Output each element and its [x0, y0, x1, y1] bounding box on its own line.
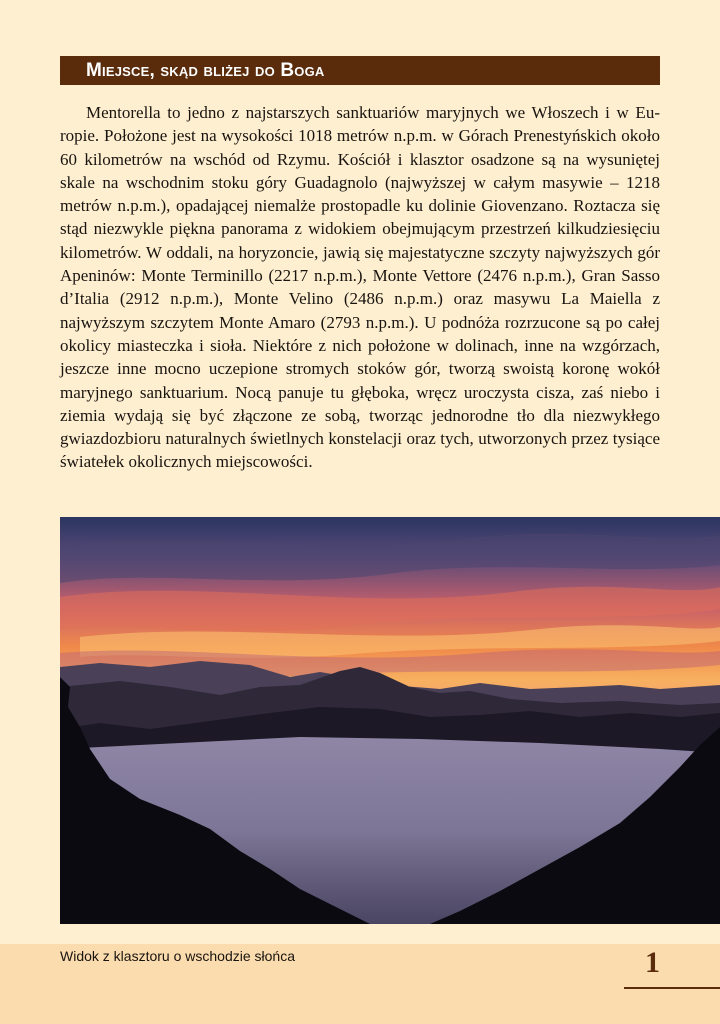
sunrise-photo — [60, 517, 720, 924]
page-number-rule — [624, 987, 720, 989]
photo-caption: Widok z klasztoru o wschodzie słońca — [60, 948, 295, 964]
section-heading-bar — [60, 56, 660, 85]
article-paragraph: Mentorella to jedno z najstarszych sanktuariów maryjnych we Włoszech i w Europie. Położone jest na wysokości 1018 metrów n.p.m. w Górach Prenestyńskich około 60 kilometrów na wschód od Rzymu. Kościół i klasztor osadzone są na wysuniętej skale na wschodnim stoku góry Guadagnolo (najwyższej w całym masywie – 1218 metrów n.p.m.), opadającej niemalże prostopadle ku dolinie Giovenzano. Roztacza się stąd niezwykle piękna panorama z widokiem obejmującym przestrzeń kilkudziesięciu kilometrów. W oddali, na horyzoncie, jawią się majestatyczne szczyty najwyższych gór Apeninów: Monte Terminillo (2217 n.p.m.), Monte Vettore (2476 n.p.m.), Gran Sasso d’Italia (2912 n.p.m.), Monte Velino (2486 n.p.m.) oraz masywu La Maiella z najwyższym szczytem Monte Amaro (2793 n.p.m.). U podnóża rozrzucone są po całej okolicy miasteczka i sioła. Niektóre z nich położone w dolinach, inne na wzgórzach, jeszcze inne mocno uczepione stromych stoków gór, tworzą swoistą koronę wokół maryjnego sanktuarium. Nocą panuje tu głęboka, wręcz uroczysta cisza, zaś niebo i ziemia wydają się być złączone ze sobą, tworząc jednorodne tło dla niezwykłego gwiazdozbioru naturalnych świetlnych konstelacji oraz tych, utworzonych przez tysiące światełek okolicznych miejscowości. — [60, 103, 660, 472]
page-number: 1 — [645, 946, 660, 979]
section-title: Miejsce, skąd bliżej do Boga — [86, 59, 325, 81]
